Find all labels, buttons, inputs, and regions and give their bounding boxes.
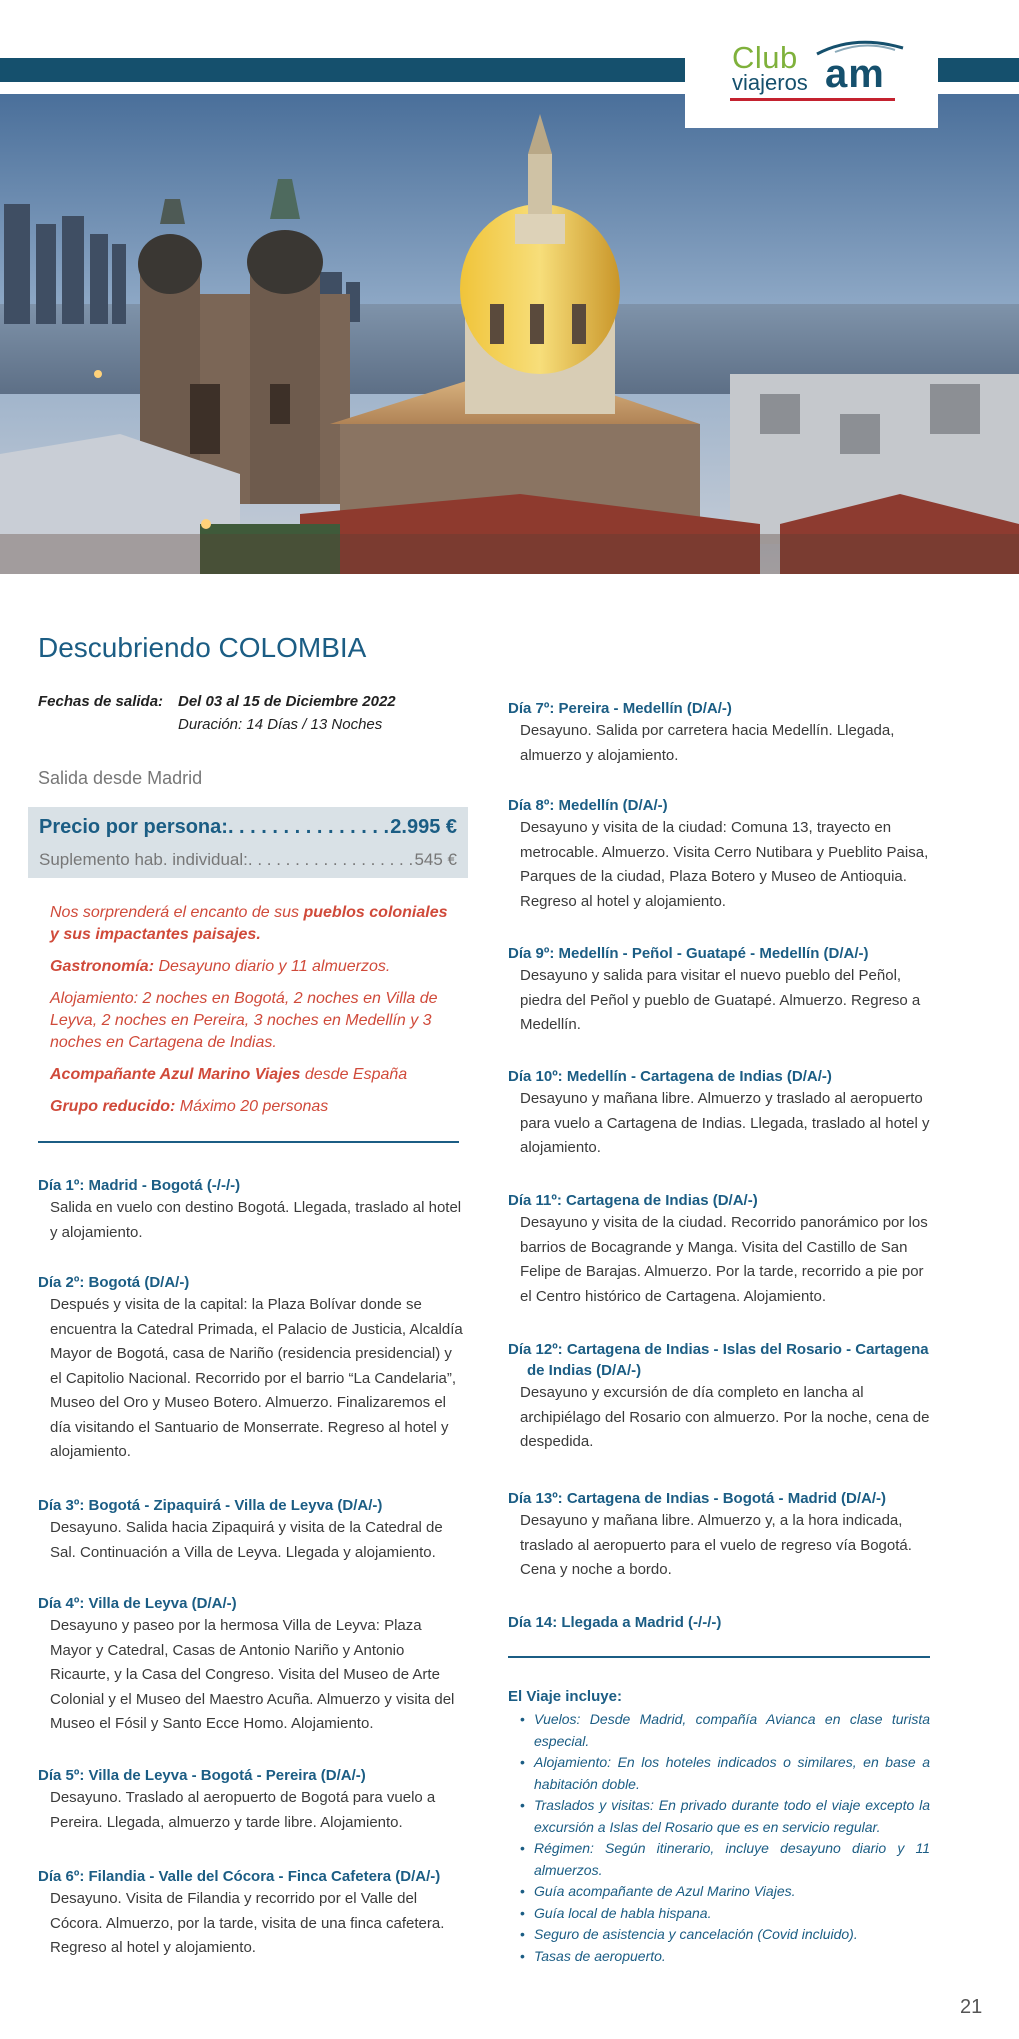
day-title: Día 2º: Bogotá (D/A/-) xyxy=(38,1274,190,1291)
itinerary-day-7 xyxy=(508,698,933,768)
price-per-person xyxy=(39,816,457,839)
day-description: Desayuno. Traslado al aeropuerto de Bogotá para vuelo a Pereira. Llegada, almuerzo y tarde libre. Alojamiento. xyxy=(50,1789,436,1831)
day-title: Día 13º: Cartagena de Indias - Bogotá - Madrid (D/A/-) xyxy=(508,1490,887,1507)
includes-item: • Régimen: Según itinerario, incluye desayuno diario y 11 almuerzos. xyxy=(508,1838,930,1881)
itinerary-day-10 xyxy=(508,1066,933,1161)
single-supplement xyxy=(39,850,457,870)
header-stripe-right xyxy=(938,58,1019,82)
day-description: Desayuno y visita de la ciudad: Comuna 13, trayecto en metrocable. Almuerzo. Visita Cerro Nutibara y Pueblito Paisa, Parques de la ciudad, Plaza Botero y Museo de Antioquia. Regreso al hotel y alojamiento. xyxy=(520,819,929,910)
includes-item: • Seguro de asistencia y cancelación (Covid incluido). xyxy=(508,1924,930,1946)
includes-item: • Traslados y visitas: En privado durante todo el viaje excepto la excursión a Islas del Rosario que es en servicio regular. xyxy=(508,1795,930,1838)
includes-list xyxy=(508,1709,930,1967)
duration: Duración: 14 Días / 13 Noches xyxy=(178,716,383,733)
highlight-lodging: Alojamiento: 2 noches en Bogotá, 2 noches en Villa de Leyva, 2 noches en Pereira, 3 noches en Medellín y 3 noches en Cartagena de Indias. xyxy=(50,990,438,1051)
itinerary-day-14 xyxy=(508,1612,933,1633)
day-title: Día 3º: Bogotá - Zipaquirá - Villa de Leyva (D/A/-) xyxy=(38,1497,383,1514)
club-viajeros-logo xyxy=(685,0,938,128)
day-description: Desayuno y mañana libre. Almuerzo y traslado al aeropuerto para vuelo a Cartagena de Indias. Llegada, traslado al hotel y alojamiento. xyxy=(520,1090,930,1156)
includes-title: El Viaje incluye: xyxy=(508,1688,622,1705)
itinerary-day-11 xyxy=(508,1190,933,1309)
day-title: Día 8º: Medellín (D/A/-) xyxy=(508,797,668,814)
includes-item: • Vuelos: Desde Madrid, compañía Avianca en clase turista especial. xyxy=(508,1709,930,1752)
hero-photo-cartagena xyxy=(0,94,1019,574)
day-title: Día 5º: Villa de Leyva - Bogotá - Pereira (D/A/-) xyxy=(38,1767,366,1784)
supplement-value: 545 € xyxy=(414,850,457,869)
itinerary-day-4 xyxy=(38,1593,463,1737)
day-description: Desayuno. Visita de Filandia y recorrido por el Valle del Cócora. Almuerzo, por la tarde, visita de una finca cafetera. Regreso al hotel y alojamiento. xyxy=(50,1890,445,1956)
supplement-label: Suplemento hab. individual: xyxy=(39,850,248,869)
price-box xyxy=(28,807,468,878)
itinerary-day-3 xyxy=(38,1495,463,1565)
price-label: Precio por persona: xyxy=(39,816,228,838)
day-title: Día 4º: Villa de Leyva (D/A/-) xyxy=(38,1595,237,1612)
highlight-intro: Nos sorprenderá el encanto de sus pueblos coloniales y sus impactantes paisajes. xyxy=(50,904,448,943)
day-title: Día 7º: Pereira - Medellín (D/A/-) xyxy=(508,700,732,717)
day-title: Día 11º: Cartagena de Indias (D/A/-) xyxy=(508,1192,758,1209)
itinerary-day-13 xyxy=(508,1488,933,1583)
departure-city: Salida desde Madrid xyxy=(38,768,203,788)
itinerary-day-6 xyxy=(38,1866,463,1961)
day-description: Desayuno y paseo por la hermosa Villa de Leyva: Plaza Mayor y Catedral, Casas de Antonio Nariño y Antonio Ricaurte, y la Casa del Congreso. Visita del Museo de Arte Colonial y el Museo del Maestro Acuña. Almuerzo y visita del Museo el Fósil y Santo Ecce Homo. Alojamiento. xyxy=(50,1617,455,1732)
price-value: 2.995 € xyxy=(390,816,457,838)
day-description: Desayuno y mañana libre. Almuerzo y, a la hora indicada, traslado al aeropuerto para el vuelo de regreso vía Bogotá. Cena y noche a bordo. xyxy=(520,1512,912,1578)
trip-highlights xyxy=(50,902,455,1128)
day-description: Después y visita de la capital: la Plaza Bolívar donde se encuentra la Catedral Primada, el Palacio de Justicia, Alcaldía Mayor de Bogotá, casa de Nariño (residencia presidencial) y el Capitolio Nacional. Recorrido por el barrio “La Candelaria”, Museo del Oro y Museo Botero. Almuerzo. Finalizaremos el día visitando el Santuario de Monserrate. Regreso al hotel y alojamiento. xyxy=(50,1296,463,1460)
day-title: Día 14: Llegada a Madrid (-/-/-) xyxy=(508,1614,722,1631)
trip-includes xyxy=(508,1688,930,1967)
header-stripe xyxy=(0,58,685,82)
divider-right xyxy=(508,1656,930,1658)
itinerary-day-1 xyxy=(38,1175,463,1245)
itinerary-day-12 xyxy=(508,1339,933,1455)
logo-am-text: am xyxy=(825,52,885,96)
day-description: Desayuno y visita de la ciudad. Recorrido panorámico por los barrios de Bocagrande y Manga. Visita del Castillo de San Felipe de Barajas. Almuerzo. Por la tarde, recorrido a pie por el Centro histórico de Cartagena. Alojamiento. xyxy=(520,1214,928,1305)
header-background xyxy=(0,0,685,56)
includes-item: • Guía local de habla hispana. xyxy=(508,1903,930,1925)
logo-underline xyxy=(730,98,895,101)
day-title: Día 1º: Madrid - Bogotá (-/-/-) xyxy=(38,1177,241,1194)
page-title: Descubriendo COLOMBIA xyxy=(38,632,367,663)
logo-club-text: Club xyxy=(732,40,798,75)
day-description: Desayuno y salida para visitar el nuevo pueblo del Peñol, piedra del Peñol y pueblo de Guatapé. Almuerzo. Regreso a Medellín. xyxy=(520,967,921,1033)
day-title: Día 12º: Cartagena de Indias - Islas del Rosario - Cartagena de Indias (D/A/-) xyxy=(508,1341,929,1379)
day-description: Desayuno y excursión de día completo en lancha al archipiélago del Rosario con almuerzo. Por la noche, cena de despedida. xyxy=(520,1384,930,1450)
includes-item: • Alojamiento: En los hoteles indicados o similares, en base a habitación doble. xyxy=(508,1752,930,1795)
itinerary-day-8 xyxy=(508,795,933,914)
highlight-gastronomy: Gastronomía: Desayuno diario y 11 almuerzos. xyxy=(50,958,391,975)
day-title: Día 6º: Filandia - Valle del Cócora - Finca Cafetera (D/A/-) xyxy=(38,1868,441,1885)
includes-item: • Guía acompañante de Azul Marino Viajes. xyxy=(508,1881,930,1903)
itinerary-day-9 xyxy=(508,943,933,1038)
day-description: Desayuno. Salida hacia Zipaquirá y visita de la Catedral de Sal. Continuación a Villa de Leyva. Llegada y alojamiento. xyxy=(50,1519,443,1561)
logo-viajeros-text: viajeros xyxy=(732,70,808,95)
includes-item: • Tasas de aeropuerto. xyxy=(508,1946,930,1968)
day-title: Día 9º: Medellín - Peñol - Guatapé - Medellín (D/A/-) xyxy=(508,945,869,962)
highlight-guide: Acompañante Azul Marino Viajes desde España xyxy=(50,1066,408,1083)
dates-value: Del 03 al 15 de Diciembre 2022 xyxy=(178,693,396,710)
day-description: Desayuno. Salida por carretera hacia Medellín. Llegada, almuerzo y alojamiento. xyxy=(520,722,895,764)
itinerary-day-5 xyxy=(38,1765,463,1835)
day-description: Salida en vuelo con destino Bogotá. Llegada, traslado al hotel y alojamiento. xyxy=(50,1199,462,1241)
dates-label: Fechas de salida: xyxy=(38,693,164,710)
highlight-group: Grupo reducido: Máximo 20 personas xyxy=(50,1098,329,1115)
day-title: Día 10º: Medellín - Cartagena de Indias (D/A/-) xyxy=(508,1068,832,1085)
itinerary-day-2 xyxy=(38,1272,463,1465)
page-number: 21 xyxy=(960,1996,983,2018)
divider-left xyxy=(38,1141,459,1143)
